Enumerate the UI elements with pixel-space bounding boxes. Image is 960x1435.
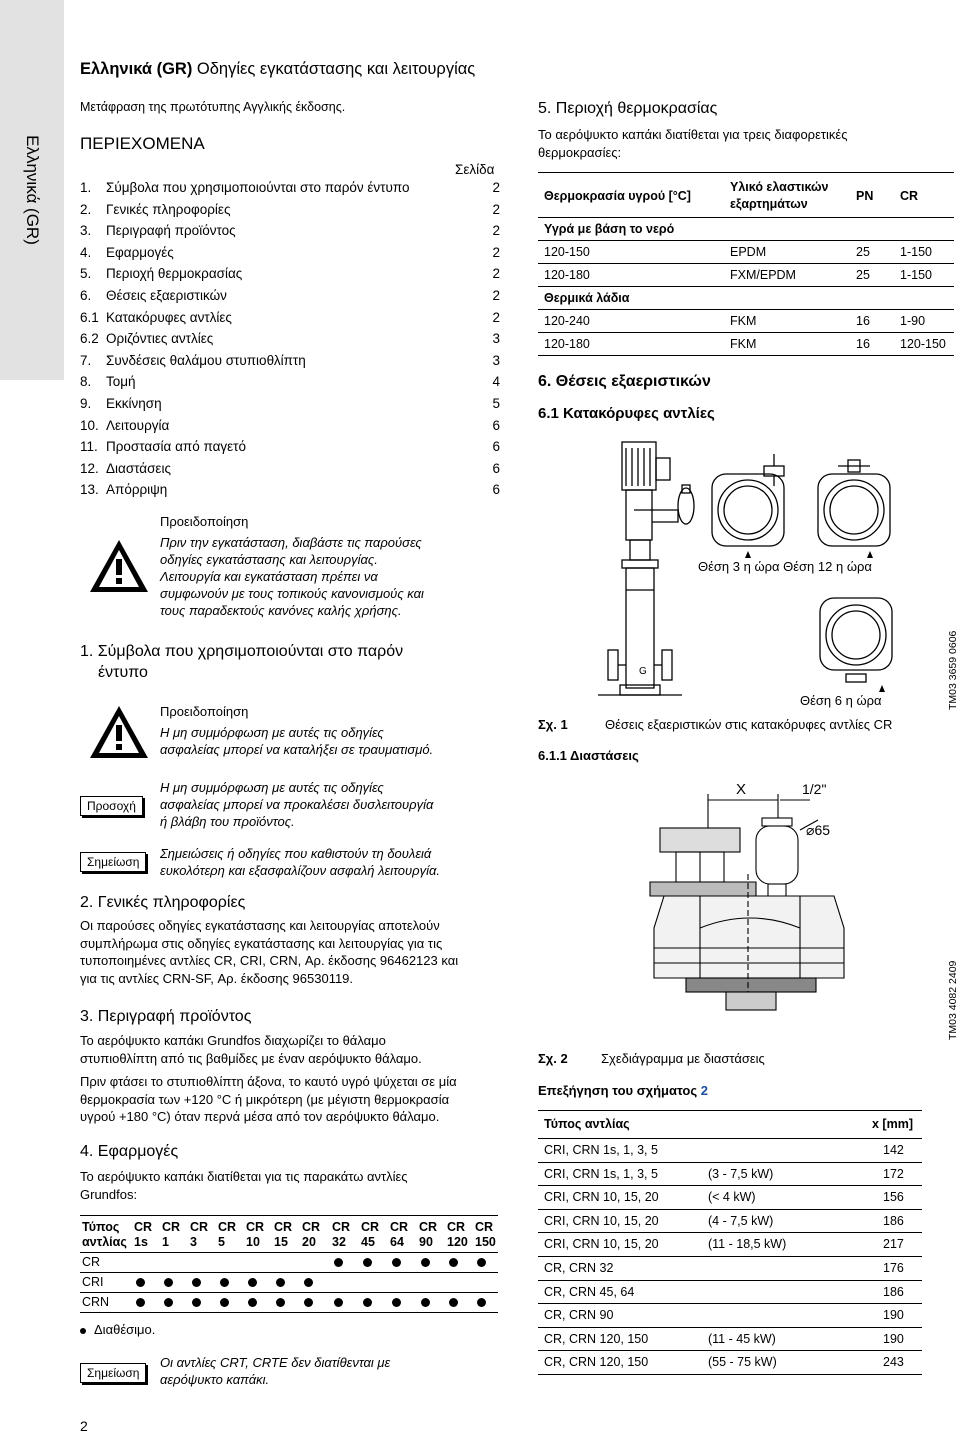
toc-item <box>80 353 500 375</box>
available-dot-icon <box>136 1278 145 1287</box>
temp-cr: 120-150 <box>900 337 946 351</box>
dim-row <box>538 1257 922 1281</box>
section5-text <box>538 126 847 161</box>
dim-x: 190 <box>883 1331 904 1346</box>
section4-text <box>80 1168 408 1203</box>
section5-line: θερμοκρασίες: <box>538 144 622 160</box>
toc-item-title: Σύμβολα που χρησιμοποιούνται στο παρόν έντυπο <box>106 180 410 195</box>
note-line: Σημειώσεις ή οδηγίες που καθιστούν τη δουλειά <box>160 846 432 861</box>
svg-text:G: G <box>639 666 647 677</box>
toc-item-number: 10. <box>80 417 99 433</box>
apps-head-model: 64 <box>390 1235 404 1249</box>
table-of-contents <box>80 180 500 504</box>
section3-line: Το αερόψυκτο καπάκι Grundfos διαχωρίζει το θάλαμο <box>80 1033 386 1048</box>
note-line: αερόψυκτο καπάκι. <box>160 1372 270 1387</box>
section4-line: Το αερόψυκτο καπάκι διατίθεται για τις παρακάτω αντλίες <box>80 1169 408 1184</box>
dim-pump-type: CR, CRN 32 <box>544 1260 614 1275</box>
toc-item-page: 6 <box>492 439 500 455</box>
dimension-sketch-figure <box>640 778 880 1018</box>
available-dot-icon <box>248 1298 257 1307</box>
col-material-2: εξαρτημάτων <box>730 197 808 211</box>
note-label-2: Σημείωση <box>80 1363 146 1383</box>
temp-pn: 16 <box>856 314 870 328</box>
dim-pump-type: CR, CRN 45, 64 <box>544 1284 635 1299</box>
pump-vent-positions-figure <box>538 430 958 720</box>
warning2-line: Η μη συμμόρφωση με αυτές τις οδηγίες <box>160 725 384 740</box>
fig2-label-65: ⌀65 <box>806 822 831 838</box>
toc-item-number: 1. <box>80 180 92 195</box>
dim-pump-type: CRI, CRN 1s, 1, 3, 5 <box>544 1166 658 1181</box>
section6-heading: 6. Θέσεις εξαεριστικών <box>538 373 711 390</box>
available-dot-icon <box>164 1298 173 1307</box>
apps-head-model: 20 <box>302 1235 316 1249</box>
temp-pn: 16 <box>856 337 870 351</box>
dim-power: (11 - 45 kW) <box>708 1331 776 1346</box>
apps-head-series: CR <box>302 1220 321 1234</box>
group-oil: Θερμικά λάδια <box>544 291 630 305</box>
apps-head-series: CR <box>190 1220 209 1234</box>
language-sidebar-label: Ελληνικά (GR) <box>23 135 42 245</box>
available-dot-icon <box>248 1278 257 1287</box>
toc-item-number: 5. <box>80 266 92 282</box>
apps-head-series: CR <box>134 1220 153 1234</box>
dim-pump-type: CR, CRN 120, 150 <box>544 1331 649 1346</box>
temp-cr: 1-150 <box>900 245 932 259</box>
caution-line: ή βλάβη του προϊόντος. <box>160 814 295 829</box>
available-dot-icon <box>276 1278 285 1287</box>
available-dot-icon <box>276 1298 285 1307</box>
toc-page-heading: Σελίδα <box>455 162 495 177</box>
dim-power: (3 - 7,5 kW) <box>708 1166 774 1181</box>
available-dot-icon <box>421 1298 430 1307</box>
available-dot-icon <box>392 1258 401 1267</box>
apps-head-series: CR <box>246 1220 265 1234</box>
apps-head-series: CR <box>274 1220 293 1234</box>
available-dot-icon <box>449 1298 458 1307</box>
toc-item-number: 11. <box>80 439 98 455</box>
fig1-position-label-bottom: Θέση 6 η ώρα <box>800 693 882 708</box>
dim-x: 172 <box>883 1166 904 1181</box>
available-dot-icon <box>477 1298 486 1307</box>
temperature-table <box>538 172 954 356</box>
toc-item-title: Εφαρμογές <box>106 244 174 260</box>
toc-item-page: 2 <box>492 266 500 282</box>
available-dot-icon <box>449 1258 458 1267</box>
dim-pump-type: CR, CRN 120, 150 <box>544 1355 649 1370</box>
apps-head-series: CR <box>419 1220 438 1234</box>
available-dot-icon <box>304 1278 313 1287</box>
section1-heading-line2: έντυπο <box>98 664 148 681</box>
available-dot-icon <box>164 1278 173 1287</box>
toc-item-title: Οριζόντιες αντλίες <box>106 331 214 347</box>
section5-line: Το αερόψυκτο καπάκι διατίθεται για τρεις διαφορετικές <box>538 127 848 142</box>
section3-line: υγρού +180 °C) όταν περνά μέσα από τον αερόψυκτο θάλαμο. <box>80 1109 440 1124</box>
section4-line: Grundfos: <box>80 1186 138 1202</box>
dim-row <box>538 1186 922 1210</box>
section611-heading: 6.1.1 Διαστάσεις <box>538 748 639 763</box>
dim-row <box>538 1351 922 1375</box>
apps-head-series: CR <box>332 1220 351 1234</box>
apps-head-series: CR <box>390 1220 409 1234</box>
apps-row-type: CR <box>82 1255 101 1269</box>
warning1-line: Πριν την εγκατάσταση, διαβάστε τις παρούσες <box>160 535 422 550</box>
col-cr: CR <box>900 189 919 203</box>
section3-line: θερμοκρασία των +120 °C ή μικρότερη (με μέγιστη θερμοκρασία <box>80 1091 450 1107</box>
fig1-tm-code: TM03 3659 0606 <box>947 630 959 710</box>
available-dot-icon <box>477 1258 486 1267</box>
apps-head-type-1: Τύπος <box>82 1220 120 1234</box>
legend: Διαθέσιμο. <box>80 1322 155 1337</box>
available-dot-icon <box>220 1298 229 1307</box>
note-line: ευκολότερη και εξασφαλίζουν ασφαλή λειτουργία. <box>160 863 441 878</box>
toc-item-title: Γενικές πληροφορίες <box>106 201 231 217</box>
temp-material: FKM <box>730 337 757 351</box>
toc-item-title: Περιοχή θερμοκρασίας <box>106 266 243 282</box>
dim-x: 142 <box>883 1143 904 1157</box>
warning2-text <box>160 724 433 758</box>
applications-table <box>80 1215 498 1313</box>
dim-x: 156 <box>883 1190 904 1205</box>
fig2-tm-code: TM03 4082 2409 <box>947 960 959 1040</box>
dim-x: 243 <box>883 1355 904 1370</box>
apps-head-model: 10 <box>246 1235 260 1249</box>
figure-explanation: Επεξήγηση του σχήματος 2 <box>538 1083 708 1098</box>
toc-item-page: 3 <box>492 352 500 368</box>
dim-pump-type: CRI, CRN 10, 15, 20 <box>544 1237 659 1252</box>
dim-power: (55 - 75 kW) <box>708 1355 777 1370</box>
apps-head-model: 120 <box>447 1235 468 1249</box>
toc-item <box>80 374 500 396</box>
note-text-2 <box>160 1354 390 1388</box>
fig2-caption: Σχεδιάγραμμα με διαστάσεις <box>601 1051 765 1066</box>
bullet-icon <box>80 1328 86 1334</box>
available-dot-icon <box>304 1298 313 1307</box>
col-x-mm: x [mm] <box>872 1117 913 1131</box>
section3-text-2 <box>80 1073 457 1126</box>
caution-line: ασφαλείας μπορεί να προκαλέσει δυσλειτουργία <box>160 797 434 812</box>
warning-triangle-icon <box>88 538 150 594</box>
dim-row <box>538 1139 922 1163</box>
apps-head-series: CR <box>361 1220 380 1234</box>
toc-item <box>80 223 500 245</box>
warning2-title: Προειδοποίηση <box>160 704 249 719</box>
section2-heading: 2. Γενικές πληροφορίες <box>80 894 246 911</box>
apps-head-series: CR <box>447 1220 466 1234</box>
toc-item-number: 6. <box>80 287 92 303</box>
dim-row <box>538 1210 922 1234</box>
fig2-label-half-inch: 1/2" <box>802 781 827 797</box>
toc-item-number: 12. <box>80 460 99 476</box>
dim-row <box>538 1163 922 1187</box>
toc-item <box>80 396 500 418</box>
toc-item-title: Λειτουργία <box>106 417 170 433</box>
warning2-line: ασφαλείας μπορεί να καταλήξει σε τραυματισμό. <box>160 742 434 757</box>
toc-item <box>80 310 500 332</box>
dim-x: 186 <box>883 1213 904 1228</box>
toc-item-title: Τομή <box>106 374 136 390</box>
toc-item-page: 2 <box>492 201 500 217</box>
section3-heading: 3. Περιγραφή προϊόντος <box>80 1008 252 1025</box>
toc-item-page: 6 <box>492 460 500 476</box>
dim-x: 217 <box>883 1237 904 1252</box>
section1-heading-line1: 1. Σύμβολα που χρησιμοποιούνται στο παρόν <box>80 643 404 660</box>
toc-item <box>80 461 500 483</box>
note-line: Οι αντλίες CRT, CRTE δεν διατίθενται με <box>160 1355 391 1370</box>
temp-row <box>538 310 954 333</box>
warning1-line: Λειτουργία και εγκατάσταση πρέπει να <box>160 569 378 584</box>
toc-item <box>80 180 500 202</box>
available-dot-icon <box>220 1278 229 1287</box>
available-dot-icon <box>192 1298 201 1307</box>
warning1-line: τους παραδεκτούς κανόνες καλής χρήσης. <box>160 603 402 618</box>
col-material-1: Υλικό ελαστικών <box>730 180 829 194</box>
temp-row <box>538 333 954 356</box>
section5-heading: 5. Περιοχή θερμοκρασίας <box>538 100 718 117</box>
toc-item-page: 2 <box>492 309 500 325</box>
dimensions-table <box>538 1110 922 1375</box>
apps-row-type: CRI <box>82 1275 104 1289</box>
toc-item-title: Συνδέσεις θαλάμου στυπιοθλίπτη <box>106 352 306 368</box>
toc-item <box>80 331 500 353</box>
toc-item <box>80 482 500 504</box>
toc-item-number: 3. <box>80 223 92 239</box>
available-dot-icon <box>334 1298 343 1307</box>
available-dot-icon <box>192 1278 201 1287</box>
section2-line: τυποποιημένες αντλίες CR, CRI, CRN, Αρ. έκδοσης 96462123 και <box>80 953 459 968</box>
section2-text <box>80 917 458 987</box>
temp-material: FKM <box>730 314 757 328</box>
dim-x: 176 <box>883 1260 904 1275</box>
translation-note: Μετάφραση της πρωτότυπης Αγγλικής έκδοσης. <box>80 100 346 114</box>
apps-head-series: CR <box>475 1220 494 1234</box>
apps-head-model: 45 <box>361 1235 375 1249</box>
toc-item <box>80 266 500 288</box>
temp-material: FXM/EPDM <box>730 268 796 282</box>
toc-item-number: 4. <box>80 244 92 260</box>
toc-item-page: 2 <box>492 287 500 303</box>
available-dot-icon <box>334 1258 343 1267</box>
caution-label: Προσοχή <box>80 796 143 816</box>
section61-heading: 6.1 Κατακόρυφες αντλίες <box>538 405 715 422</box>
toc-item-number: 8. <box>80 374 92 390</box>
apps-row <box>80 1253 498 1273</box>
dim-row <box>538 1328 922 1352</box>
col-pn: PN <box>856 189 874 203</box>
toc-item-page: 4 <box>492 374 500 390</box>
page-number: 2 <box>80 1418 88 1434</box>
toc-item <box>80 418 500 440</box>
fig1-caption: Θέσεις εξαεριστικών στις κατακόρυφες αντλίες CR <box>605 717 893 732</box>
section3-line: Πριν φτάσει το στυπιοθλίπτη άξονα, το καυτό υγρό ψύχεται σε μία <box>80 1074 457 1089</box>
section4-heading: 4. Εφαρμογές <box>80 1143 179 1160</box>
dim-power: (11 - 18,5 kW) <box>708 1237 787 1252</box>
dim-pump-type: CR, CRN 90 <box>544 1308 614 1323</box>
toc-item-number: 7. <box>80 352 92 368</box>
note-text <box>160 845 440 879</box>
dim-power: (4 - 7,5 kW) <box>708 1213 774 1228</box>
toc-item-number: 13. <box>80 482 99 498</box>
caution-text <box>160 779 433 830</box>
toc-item <box>80 202 500 224</box>
toc-item-title: Εκκίνηση <box>106 395 162 411</box>
temp-range: 120-180 <box>544 337 590 351</box>
temp-row <box>538 264 954 287</box>
section2-line: συμπλήρωμα στις οδηγίες εγκατάστασης και λειτουργίας για τις <box>80 935 443 951</box>
col-pump-type: Τύπος αντλίας <box>544 1117 630 1131</box>
toc-item-number: 6.2 <box>80 331 99 347</box>
apps-head-model: 150 <box>475 1235 496 1249</box>
toc-item-title: Απόρριψη <box>106 482 168 498</box>
available-dot-icon <box>136 1298 145 1307</box>
caution-line: Η μη συμμόρφωση με αυτές τις οδηγίες <box>160 780 384 795</box>
fig2-label-x: X <box>736 781 747 798</box>
apps-head-model: 1s <box>134 1235 148 1249</box>
toc-item-page: 2 <box>492 244 500 260</box>
warning1-line: οδηγίες εγκατάστασης και λειτουργίας. <box>160 552 378 567</box>
temp-range: 120-180 <box>544 268 590 282</box>
dim-pump-type: CRI, CRN 10, 15, 20 <box>544 1190 659 1205</box>
fig1-position-label-top: Θέση 3 η ώρα Θέση 12 η ώρα <box>698 559 872 574</box>
section3-line: στυπιοθλίπτη από τις βαθμίδες με έναν αερόψυκτο θάλαμο. <box>80 1050 422 1066</box>
toc-item-page: 6 <box>492 417 500 433</box>
temp-cr: 1-90 <box>900 314 926 328</box>
available-dot-icon <box>363 1258 372 1267</box>
available-dot-icon <box>421 1258 430 1267</box>
available-dot-icon <box>392 1298 401 1307</box>
toc-item-page: 3 <box>492 331 500 347</box>
apps-row <box>80 1273 498 1293</box>
temp-row <box>538 241 954 264</box>
note-label: Σημείωση <box>80 852 146 872</box>
dim-x: 186 <box>883 1284 904 1299</box>
section2-line: για τις αντλίες CRN-SF, Αρ. έκδοσης 96530119. <box>80 970 354 986</box>
dim-x: 190 <box>883 1308 904 1323</box>
dim-power: (< 4 kW) <box>708 1190 756 1205</box>
toc-item-title: Κατακόρυφες αντλίες <box>106 309 232 325</box>
section3-text-1 <box>80 1032 422 1067</box>
fig2-caption-number: Σχ. 2 <box>538 1051 568 1066</box>
apps-head-type-2: αντλίας <box>82 1235 127 1249</box>
warning-triangle-icon <box>88 704 150 760</box>
temp-range: 120-240 <box>544 314 590 328</box>
toc-item-page: 2 <box>492 180 500 195</box>
col-temp: Θερμοκρασία υγρού [°C] <box>544 189 691 203</box>
apps-row-type: CRN <box>82 1295 110 1309</box>
toc-item-page: 5 <box>492 395 500 411</box>
toc-item <box>80 245 500 267</box>
toc-heading: ΠΕΡΙΕΧΟΜΕΝΑ <box>80 134 205 153</box>
toc-item-title: Θέσεις εξαεριστικών <box>106 287 227 303</box>
warning1-title: Προειδοποίηση <box>160 514 249 529</box>
toc-item-title: Διαστάσεις <box>106 460 171 476</box>
dim-row <box>538 1233 922 1257</box>
available-dot-icon <box>363 1298 372 1307</box>
toc-item-title: Περιγραφή προϊόντος <box>106 223 236 239</box>
toc-item-number: 6.1 <box>80 309 99 325</box>
fig1-caption-number: Σχ. 1 <box>538 717 568 732</box>
apps-head-series: CR <box>162 1220 181 1234</box>
section2-line: Οι παρούσες οδηγίες εγκατάστασης και λειτουργίας αποτελούν <box>80 918 440 933</box>
toc-item-number: 2. <box>80 201 92 217</box>
toc-item-page: 6 <box>492 482 500 498</box>
temp-cr: 1-150 <box>900 268 932 282</box>
dim-pump-type: CRI, CRN 1s, 1, 3, 5 <box>544 1143 658 1157</box>
toc-item-title: Προστασία από παγετό <box>106 439 247 455</box>
apps-head-model: 5 <box>218 1235 225 1249</box>
temp-pn: 25 <box>856 268 870 282</box>
temp-pn: 25 <box>856 245 870 259</box>
temp-range: 120-150 <box>544 245 590 259</box>
dim-pump-type: CRI, CRN 10, 15, 20 <box>544 1213 659 1228</box>
apps-head-model: 3 <box>190 1235 197 1249</box>
toc-item-page: 2 <box>492 223 500 239</box>
apps-head-model: 15 <box>274 1235 288 1249</box>
dim-row <box>538 1281 922 1305</box>
apps-row <box>80 1293 498 1313</box>
toc-item-number: 9. <box>80 395 92 411</box>
group-water: Υγρά με βάση το νερό <box>544 222 675 236</box>
warning1-text <box>160 534 424 619</box>
apps-head-model: 1 <box>162 1235 169 1249</box>
document-title: Ελληνικά (GR) Οδηγίες εγκατάστασης και λειτουργίας <box>80 60 476 78</box>
dim-row <box>538 1304 922 1328</box>
temp-material: EPDM <box>730 245 767 259</box>
apps-head-model: 90 <box>419 1235 433 1249</box>
warning1-line: συμφωνούν με τους τοπικούς κανονισμούς και <box>160 586 424 601</box>
apps-head-series: CR <box>218 1220 237 1234</box>
toc-item <box>80 288 500 310</box>
toc-item <box>80 439 500 461</box>
apps-head-model: 32 <box>332 1235 346 1249</box>
